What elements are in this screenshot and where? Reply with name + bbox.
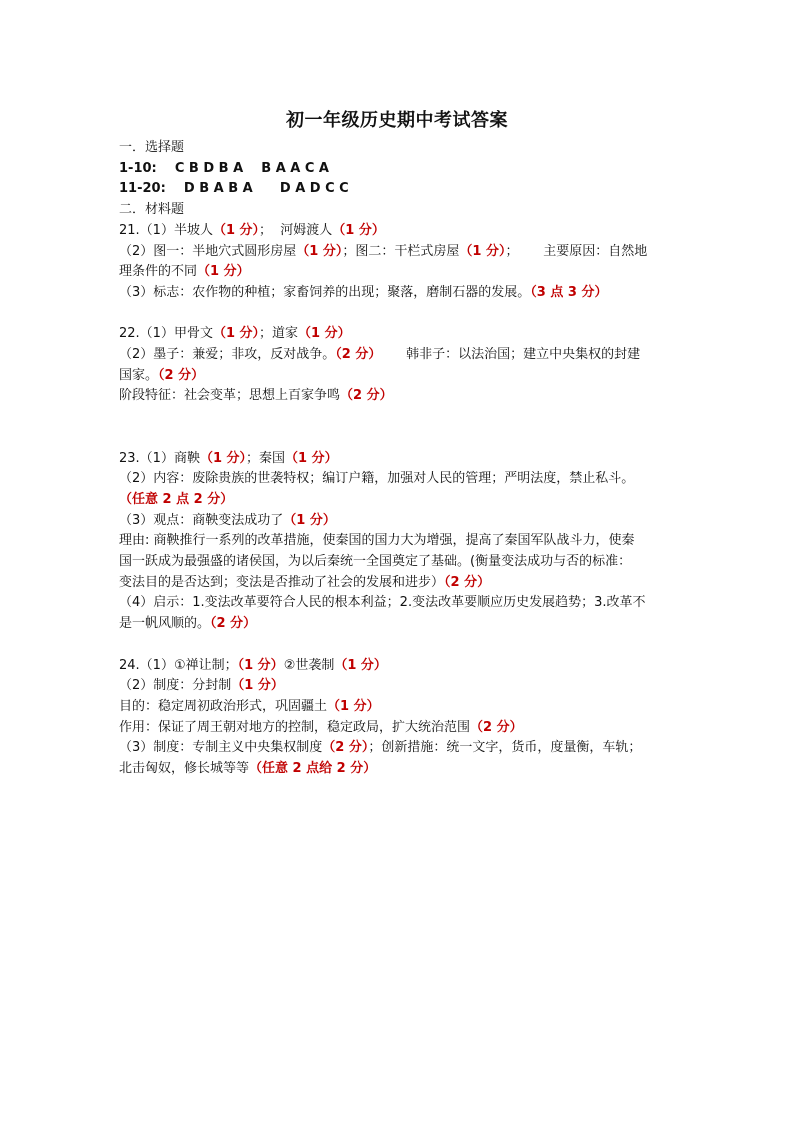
mc-row-1-answers: C B D B A B A A C A [174,160,329,176]
q21-answer-text: （2）图一：半地穴式圆形房屋 [119,243,297,259]
score-badge: （2 分） [470,719,523,735]
q23-line-6: 国一跃成为最强盛的诸侯国，为以后秦统一全国奠定了基础。(衡量变法成功与否的标准： [119,554,632,570]
score-badge: （1 分） [459,243,506,259]
q23-line-8: （4）启示：1.变法改革要符合人民的根本利益；2.变法改革要顺应历史发展趋势；3.改革不 [119,595,646,611]
q23-answer-text: 是一帆风顺的。 [119,616,211,632]
q24-line-6 [119,759,685,780]
q22-line-4 [119,386,685,407]
spacer [119,304,685,325]
score-badge: （1 分） [212,326,260,342]
score-badge: （1 分） [296,243,343,259]
q24-answer-text: ②世袭制 [283,657,335,673]
q22-answer-text: 国家。 [119,367,159,383]
spacer [119,635,685,656]
score-badge: （1 分） [197,264,250,280]
q24-answer-text: （3）制度：专制主义中央集权制度 [119,740,323,756]
score-badge: （1 分） [199,450,247,466]
q22-line-2 [119,345,685,366]
q23-answer-text: （3）观点：商鞅变法成功了 [119,512,284,528]
section-heading-material: 二．材料题 [119,202,185,218]
q23-line-4 [119,511,685,532]
q23-line-5: 理由: 商鞅推行一系列的改革措施，使秦国的国力大为增强，提高了秦国军队战斗力，使秦 [119,533,635,549]
mc-row-1-label: 1-10: [119,160,157,176]
mc-answers-row-2 [119,179,685,200]
q21-line-3 [119,262,685,283]
q24-line-2 [119,676,685,697]
q23-line-7 [119,573,685,594]
q24-answer-text: 作用：保证了周王朝对地方的控制，稳定政局，扩大统治范围 [119,719,471,735]
score-badge: （2 分） [444,574,491,590]
q24-answer-text: 目的：稳定周初政治形式，巩固疆土 [119,698,328,714]
q24-line-3 [119,697,685,718]
score-badge: （1 分） [285,450,338,466]
score-badge: （2 分） [322,740,369,756]
q24-answer-text: 北击匈奴，修长城等等 [119,761,250,777]
mc-answers-row-1 [119,159,685,180]
score-badge: （1 分） [327,698,380,714]
q21-line-2 [119,242,685,263]
q22-answer-text: （2）墨子：兼爱；非攻，反对战争。 [119,347,336,363]
q23-answer-text: 变法目的是否达到；变法是否推动了社会的发展和进步） [119,574,445,590]
q23-line-1 [119,449,685,470]
q22-line-3 [119,366,685,387]
score-badge: （2 分） [210,616,257,632]
section-heading-choice: 一．选择题 [119,140,185,155]
score-badge: （1 分） [231,678,284,694]
score-badge: （1 分） [283,512,336,528]
q23-line-2: （2）内容：废除贵族的世袭特权；编订户籍，加强对人民的管理；严明法度，禁止私斗。 [119,471,635,487]
spacer [119,407,685,448]
score-badge: （1 分） [298,326,351,342]
answer-content [119,138,685,780]
q22-line-1 [119,324,685,345]
q23-line-3-score: （任意 2 点 2 分） [119,491,234,507]
q21-answer-text: 理条件的不同 [119,264,198,280]
score-badge: （1 分） [332,222,385,238]
q21-answer-text: 21.（1）半坡人 [119,222,213,238]
q23-answer-text: 23.（1）商鞅 [119,450,200,466]
q21-answer-text: ； 河姆渡人 [259,222,333,238]
q23-line-9 [119,614,685,635]
q21-answer-text: ； 主要原因：自然地 [505,243,648,259]
score-badge: （2 分） [158,367,205,383]
score-badge: （2 分） [340,388,393,404]
q21-answer-text: ；图二：干栏式房屋 [342,243,460,259]
mc-row-2-label: 11-20: [119,181,166,197]
score-badge: （1 分） [334,657,387,673]
q24-line-4 [119,718,685,739]
score-badge: （3 点 3 分） [530,284,608,300]
q21-line-1 [119,221,685,242]
q24-answer-text: ；创新措施：统一文字，货币，度量衡，车轨； [368,740,642,756]
q22-answer-text: 22.（1）甲骨文 [119,326,213,342]
q24-line-1 [119,656,685,677]
q24-answer-text: （2）制度：分封制 [119,678,232,694]
q23-answer-text: ；秦国 [246,450,286,466]
score-badge: （2 分） [335,347,382,363]
q24-line-5 [119,738,685,759]
score-badge: （1 分） [237,657,284,673]
mc-row-2-answers: D B A B A D A D C C [183,181,349,197]
q22-answer-text: 阶段特征：社会变革；思想上百家争鸣 [119,388,341,404]
score-badge: （1 分） [212,222,260,238]
score-badge: （任意 2 点给 2 分） [249,761,377,777]
q22-answer-text: ；道家 [259,326,299,342]
q22-answer-text: 韩非子：以法治国；建立中央集权的封建 [381,347,641,363]
q21-answer-text: （3）标志：农作物的种植；家畜饲养的出现；聚落，磨制石器的发展。 [119,284,531,300]
q21-line-4 [119,283,685,304]
q24-answer-text: 24.（1）①禅让制； [119,657,238,673]
page-title: 初一年级历史期中考试答案 [286,110,508,131]
